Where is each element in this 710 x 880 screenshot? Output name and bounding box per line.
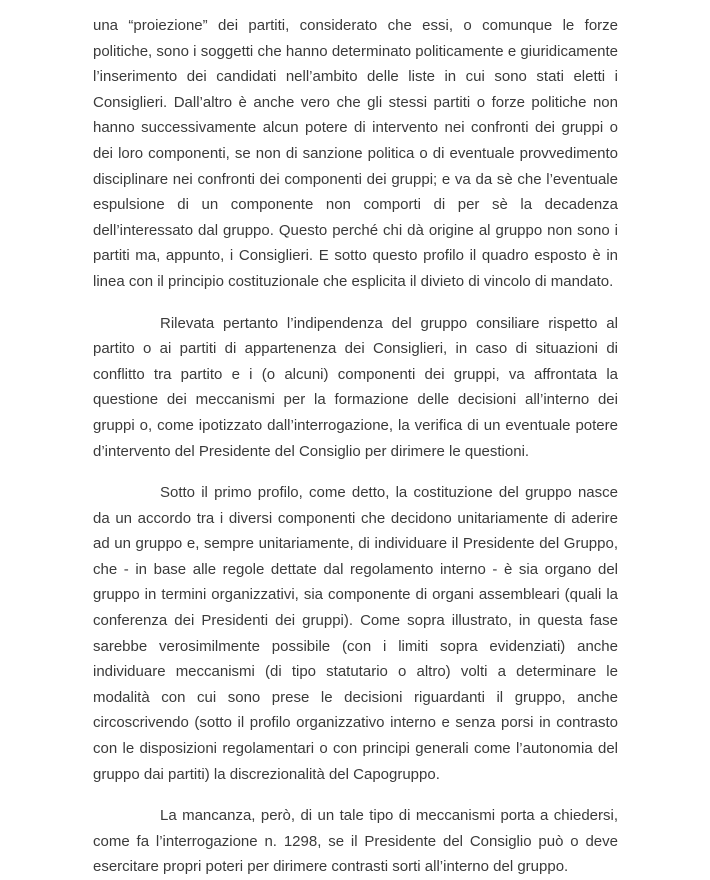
paragraph-4: La mancanza, però, di un tale tipo di meccanismi porta a chiedersi, come fa l’interrogazione n. 1298, se il Presidente del Consiglio può o deve esercitare propri poteri per dirimere contrasti sorti all’interno del gruppo. [93, 807, 618, 876]
paragraph-1: una “proiezione” dei partiti, considerato che essi, o comunque le forze politiche, sono i soggetti che hanno determinato politicamente e giuridicamente l’inserimento dei candidati nell’ambito delle liste in cui sono stati eletti i Consiglieri. Dall’altro è anche vero che gli stessi partiti o forze politiche non hanno successivamente alcun potere di intervento nei confronti dei gruppi o dei loro componenti, se non di sanzione politica o di eventuale provvedimento disciplinare nei confronti dei componenti dei gruppi; e va da sè che l’eventuale espulsione di un componente non comporti di per sè la decadenza dell’interessato dal gruppo. Questo perché chi dà origine al gruppo non sono i partiti ma, appunto, i Consiglieri. E sotto questo profilo il quadro esposto è in linea con il principio costituzionale che esplicita il divieto di vincolo di mandato. [93, 17, 618, 290]
paragraph-2: Rilevata pertanto l’indipendenza del gruppo consiliare rispetto al partito o ai partiti di appartenenza dei Consiglieri, in caso di situazioni di conflitto tra partito e i (o alcuni) componenti dei gruppi, va affrontata la questione dei meccanismi per la formazione delle decisioni all’interno dei gruppi o, come ipotizzato dall’interrogazione, la verifica di un eventuale potere d’intervento del Presidente del Consiglio per dirimere le questioni. [93, 314, 618, 460]
paragraph-3: Sotto il primo profilo, come detto, la costituzione del gruppo nasce da un accordo tra i diversi componenti che decidono unitariamente di aderire ad un gruppo e, sempre unitariamente, di individuare il Presidente del Gruppo, che - in base alle regole dettate dal regolamento interno - è sia organo del gruppo in termini organizzativi, sia componente di organi assembleari (quali la conferenza dei Presidenti dei gruppi). Come sopra illustrato, in questa fase sarebbe verosimilmente possibile (con i limiti sopra evidenziati) anche individuare meccanismi (di tipo statutario o altro) volti a determinare le modalità con cui sono prese le decisioni riguardanti il gruppo, anche circoscrivendo (sotto il profilo organizzativo interno e senza porsi in contrasto con le disposizioni regolamentari o con principi generali come l’autonomia del gruppo dai partiti) la discrezionalità del Capogruppo. [93, 484, 618, 783]
document-text-block [93, 13, 618, 880]
